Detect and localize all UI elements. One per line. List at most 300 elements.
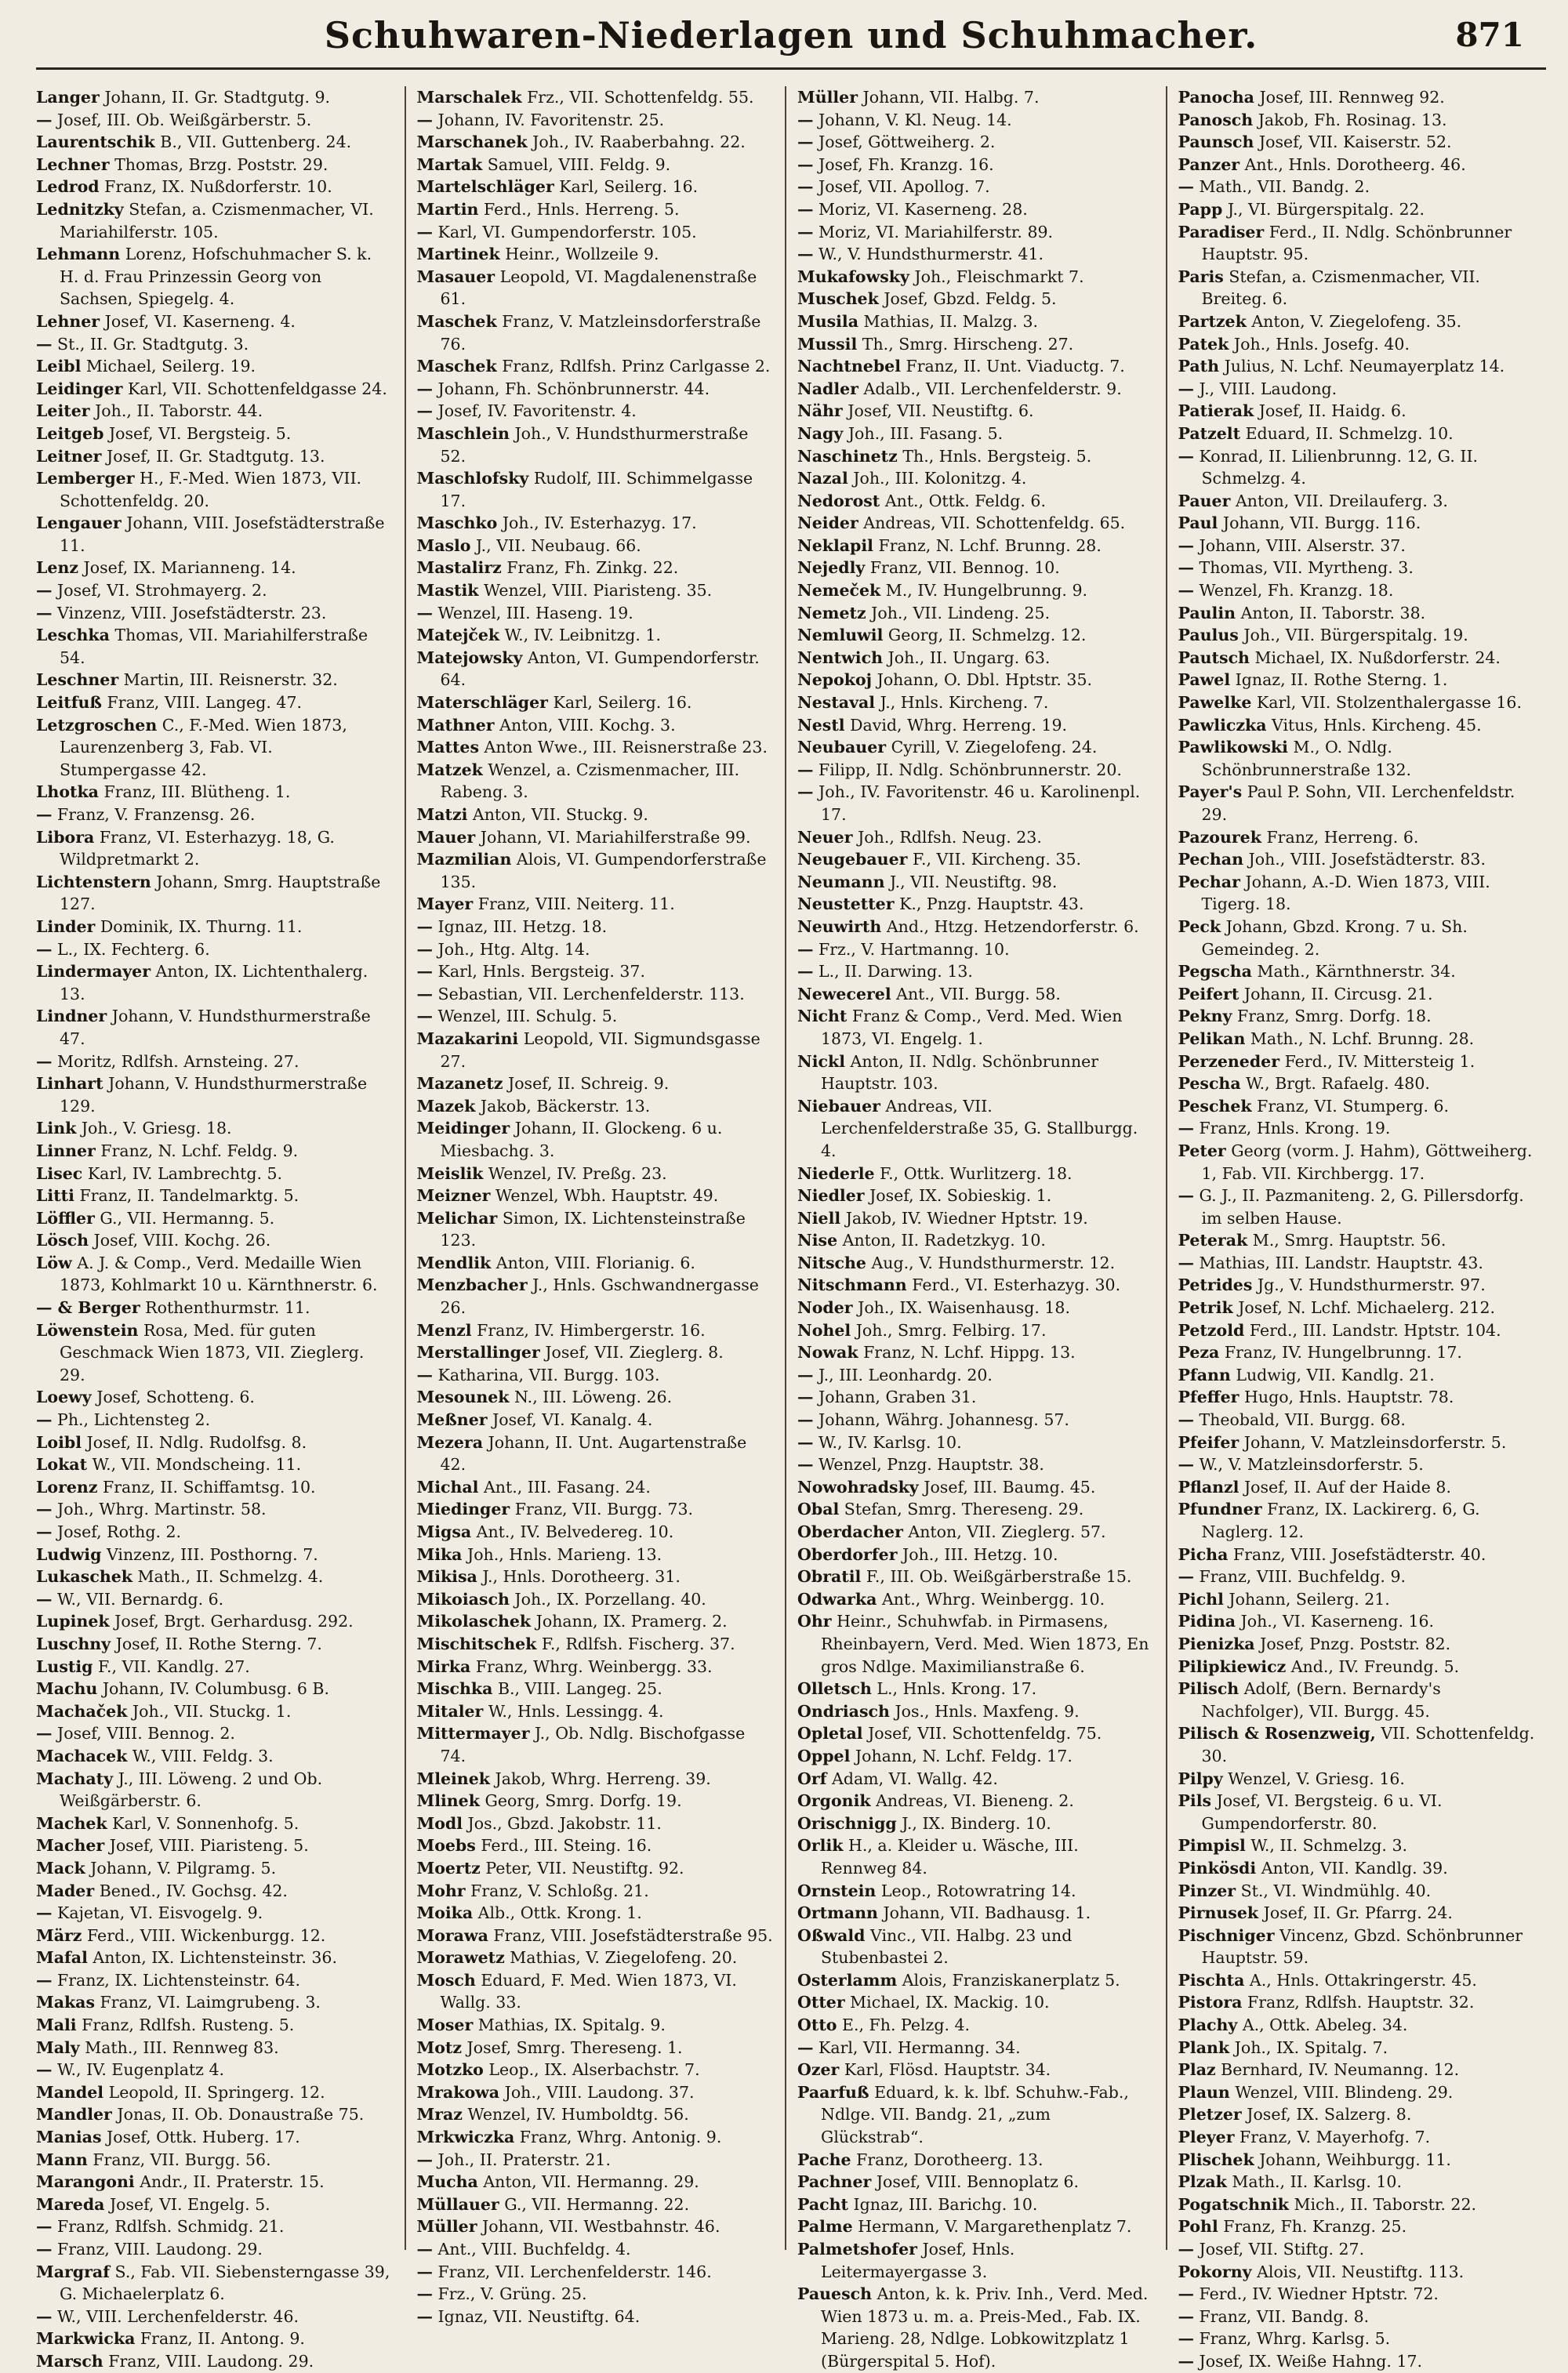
entry-name: Mandel [36,2082,104,2102]
entry-name: Pache [797,2150,851,2169]
directory-entry [417,535,775,557]
entry-name: — [416,916,433,936]
entry-details: Franz, N. Lchf. Hippg. 13. [863,1343,1076,1362]
entry-details: E., Fh. Pelzg. 4. [842,2016,971,2035]
entry-name: Nicht [797,1007,848,1026]
entry-details: Th., Smrg. Hirscheng. 27. [862,334,1074,354]
directory-entry [1178,109,1536,132]
directory-entry [417,2149,775,2172]
entry-name: Plzak [1178,2172,1227,2192]
entry-name: Matzek [416,760,483,779]
directory-entry [797,355,1155,378]
directory-entry [1178,669,1536,691]
entry-details: B., VII. Guttenberg. 24. [160,132,352,152]
entry-name: — [416,1365,433,1384]
entry-name: Martinek [416,245,500,264]
entry-name: Plank [1178,2037,1230,2057]
entry-name: Pawelke [1178,693,1252,713]
entry-details: Mathias, V. Ziegelofeng. 20. [510,1948,738,1968]
entry-details: Dominik, IX. Thurng. 11. [100,916,303,936]
entry-name: Manias [36,2128,102,2147]
entry-name: Petrides [1178,1275,1253,1295]
entry-name: Moser [416,2016,474,2035]
entry-details: Alois, VII. Neustiftg. 113. [1257,2262,1465,2281]
entry-name: — [36,581,53,601]
entry-details: Johann, IX. Pramerg. 2. [535,1612,728,1631]
entry-name: Martin [416,199,479,219]
entry-details: Samuel, VIII. Feldg. 9. [487,154,671,174]
directory-entry [1178,1252,1536,1275]
directory-entry [1178,1991,1536,2014]
directory-entry [1178,1544,1536,1566]
directory-entry [417,1072,775,1095]
entry-details: G., VII. Hermanng. 22. [504,2194,690,2214]
entry-name: Oberdacher [797,1522,903,1541]
entry-name: — [1178,1567,1194,1587]
entry-name: Musila [797,311,858,331]
entry-name: Nohel [797,1320,851,1340]
entry-name: Nazal [797,469,848,488]
entry-details: Joh., Whrg. Martinstr. 58. [57,1500,267,1519]
entry-details: Martin, III. Reisnerstr. 32. [123,670,338,690]
directory-entry [1178,1790,1536,1834]
directory-entry [1178,333,1536,356]
entry-details: L., Hnls. Krong. 17. [877,1679,1037,1699]
entry-details: Josef, IV. Favoritenstr. 4. [437,401,637,421]
entry-name: Pinzer [1178,1881,1236,1900]
directory-entry [36,378,394,401]
directory-entry [417,2103,775,2126]
entry-name: Nitschmann [797,1275,907,1295]
entry-details: Julius, N. Lchf. Neumayerplatz 14. [1224,357,1505,376]
entry-name: Meßner [416,1410,488,1430]
directory-entry [417,1880,775,1903]
entry-name: — & Berger [36,1298,140,1318]
directory-entry [797,1700,1155,1723]
entry-details: Ignaz, VII. Neustiftg. 64. [437,2306,641,2326]
entry-name: Peter [1178,1141,1226,1160]
entry-name: — [797,132,814,152]
directory-entry [36,714,394,782]
entry-name: — [416,2284,433,2304]
entry-details: Josef, VI. Bergsteig. 5. [108,423,292,443]
entry-name: Nachtnebel [797,357,901,376]
entry-name: Leitner [36,446,102,466]
entry-details: Franz, Whrg. Antonig. 9. [519,2128,722,2147]
entry-details: J., Ob. Ndlg. Bischofgasse 74. [440,1724,746,1765]
entry-details: J., VI. Bürgerspitalg. 22. [1227,199,1425,219]
entry-details: Anton, II. Radetzkyg. 10. [842,1231,1046,1250]
directory-entry [797,1969,1155,1992]
directory-entry [417,1588,775,1611]
directory-entry [1178,2328,1536,2350]
entry-details: Michael, IX. Nußdorferstr. 24. [1254,648,1501,667]
entry-name: Motzko [416,2060,484,2080]
directory-entry [36,1678,394,1700]
directory-entry [417,1947,775,1969]
entry-name: Partzek [1178,311,1247,331]
entry-details: Franz, VIII. Laudong. 29. [108,2351,314,2371]
directory-entry [36,1319,394,1387]
entry-name: Peck [1178,916,1221,936]
directory-entry [1178,131,1536,154]
directory-entry [36,1140,394,1163]
entry-details: Johann, VII. Westbahnstr. 46. [482,2217,720,2237]
entry-name: Paris [1178,267,1224,286]
entry-name: — [797,2037,814,2057]
entry-details: Paul P. Sohn, VII. Lerchenfeldstr. 29. [1201,782,1515,824]
entry-name: Matejowsky [416,648,523,667]
directory-entry [36,2037,394,2059]
directory-entry [417,355,775,378]
entry-details: Math., III. Rennweg 83. [85,2037,279,2057]
entry-details: Karl, VII. Hermanng. 34. [818,2037,1021,2057]
entry-details: Franz, VII. Bennog. 10. [869,558,1060,578]
entry-name: Müller [797,88,858,107]
entry-name: — [36,1500,53,1519]
entry-details: Jos., Hnls. Maxfeng. 9. [895,1701,1080,1721]
entry-name: Müllauer [416,2194,499,2214]
directory-entry [797,1476,1155,1499]
entry-name: — [797,154,814,174]
directory-entry [1178,1880,1536,1903]
entry-name: Lenz [36,558,79,578]
entry-name: Masauer [416,267,495,286]
entry-details: Joh., IV. Esterhazyg. 17. [502,513,697,533]
directory-entry [797,2014,1155,2037]
entry-name: — [36,939,53,959]
entry-details: W., V. Hundsthurmerstr. 41. [818,245,1044,264]
entry-details: Karl, VII. Stolzenthalergasse 16. [1256,693,1522,713]
entry-name: Ortmann [797,1903,878,1923]
entry-name: Nowak [797,1343,858,1362]
entry-name: Leiter [36,401,90,421]
entry-details: Josef, IX. Salzerg. 8. [1247,2105,1412,2124]
directory-entry [1178,1610,1536,1633]
directory-entry [797,714,1155,737]
directory-entry [1178,1453,1536,1476]
entry-name: Ornstein [797,1881,877,1900]
directory-entry [1178,2238,1536,2261]
directory-entry [36,1431,394,1454]
entry-details: Ludwig, VII. Kandlg. 21. [1236,1365,1435,1384]
directory-entry [797,445,1155,468]
directory-entry [797,1163,1155,1185]
directory-entry [36,2149,394,2172]
entry-details: Stefan, a. Czismenmacher, VI. Mariahilferstr. 105. [60,199,374,241]
entry-details: Josef, VII. Neustiftg. 6. [848,401,1034,421]
entry-details: Ant., Ottk. Feldg. 6. [884,491,1046,510]
entry-details: Thomas, VII. Myrtheng. 3. [1199,558,1414,578]
entry-details: Josef, VI. Kaserneng. 4. [104,311,296,331]
directory-entry [417,1207,775,1252]
entry-name: Moika [416,1903,474,1923]
entry-name: Mrakowa [416,2082,500,2102]
directory-entry [1178,2059,1536,2081]
directory-entry [36,176,394,198]
entry-name: Pekny [1178,1007,1232,1026]
entry-details: G., VII. Hermanng. 5. [100,1208,275,1228]
entry-details: Eduard, II. Schmelzg. 10. [1245,423,1454,443]
entry-details: Anton, VII. Dreilauferg. 3. [1235,491,1448,510]
entry-name: Pilisch [1178,1679,1240,1699]
entry-details: Lorenz, Hofschuhmacher S. k. H. d. Frau Prinzessin Georg von Sachsen, Spiegelg. 4. [60,245,372,309]
entry-name: Mittermayer [416,1724,530,1743]
directory-entry [417,624,775,647]
directory-entry [36,1163,394,1185]
entry-details: Karl, Flösd. Hauptstr. 34. [844,2060,1051,2080]
directory-entry [417,1610,775,1633]
entry-name: Orischnigg [797,1813,897,1833]
directory-entry [36,691,394,714]
directory-entry [36,1005,394,1050]
directory-entry [797,423,1155,445]
entry-name: — [1178,446,1194,466]
directory-entry [1178,1005,1536,1028]
entry-details: Cyrill, V. Ziegelofeng. 24. [891,738,1098,757]
directory-entry [1178,983,1536,1006]
entry-name: Obratil [797,1567,862,1587]
entry-details: Franz, V. Mayerhofg. 7. [1240,2128,1431,2147]
entry-details: Josef, VII. Zieglerg. 8. [545,1343,724,1362]
entry-details: Ant., Hnls. Dorotheerg. 46. [1244,154,1466,174]
entry-details: C., F.-Med. Wien 1873, Laurenzenberg 3, Fab. VI. Stumpergasse 42. [60,715,347,779]
entry-details: Moriz, VI. Kaserneng. 28. [818,199,1028,219]
entry-name: Paulus [1178,626,1239,645]
directory-entry [797,2238,1155,2283]
entry-name: — [36,805,53,824]
entry-details: Jg., V. Hundsthurmerstr. 97. [1257,1275,1486,1295]
entry-details: M., IV. Hungelbrunng. 9. [885,581,1088,601]
entry-name: Loibl [36,1432,82,1452]
entry-details: Franz, II. Unt. Viaductg. 7. [906,357,1125,376]
entry-name: — [416,2306,433,2326]
entry-name: — [36,110,53,129]
entry-name: Lösch [36,1231,89,1250]
entry-name: Niederle [797,1163,875,1183]
entry-details: Joh., V. Griesg. 18. [81,1119,232,1138]
entry-details: J., Hnls. Dorotheerg. 31. [482,1567,681,1587]
entry-name: Mlinek [416,1791,480,1811]
entry-details: W., IV. Karlsg. 10. [818,1432,962,1452]
entry-details: Karl, Seilerg. 16. [559,177,699,197]
entry-details: N., III. Löweng. 26. [514,1388,673,1407]
directory-entry [797,2283,1155,2372]
entry-name: Pfann [1178,1365,1231,1384]
column-2 [405,86,786,2326]
entry-details: Anton, II. Taborstr. 38. [1240,603,1426,622]
entry-name: Lechner [36,154,110,174]
directory-entry [1178,2081,1536,2104]
entry-details: Franz & Comp., Verd. Med. Wien 1873, VI. Engelg. 1. [821,1007,1123,1048]
directory-entry [1178,647,1536,669]
directory-entry [417,848,775,893]
directory-entry [797,1521,1155,1544]
entry-details: Stefan, Smrg. Thereseng. 29. [844,1500,1084,1519]
entry-details: Jakob, Whrg. Herreng. 39. [495,1769,711,1788]
entry-name: Pawlikowski [1178,738,1288,757]
entry-details: Mathias, IX. Spitalg. 9. [477,2016,666,2035]
entry-name: Pischniger [1178,1925,1275,1945]
directory-entry [417,1700,775,1723]
entry-details: Josef, III. Ob. Weißgärberstr. 5. [57,110,312,129]
entry-details: Josef, Gbzd. Feldg. 5. [884,289,1057,309]
directory-entry [1178,2149,1536,2172]
directory-entry [797,871,1155,894]
directory-entry [1178,154,1536,176]
entry-details: Josef, VII. Stiftg. 27. [1199,2240,1365,2259]
entry-details: Joh., II. Ungarg. 63. [887,648,1051,667]
entry-name: Machu [36,1679,98,1699]
entry-details: Leop., IX. Alserbachstr. 7. [488,2060,700,2080]
entry-name: Maschek [416,311,497,331]
entry-details: B., VIII. Langeg. 25. [497,1679,662,1699]
entry-name: Litti [36,1186,74,1206]
directory-entry [417,2171,775,2193]
entry-name: Mraz [416,2105,463,2124]
directory-entry [1178,1409,1536,1431]
entry-name: Pinkösdi [1178,1858,1257,1878]
entry-details: Franz, VIII. Neiterg. 11. [477,894,675,914]
entry-name: — [36,603,53,622]
entry-details: Josef, II. Schreig. 9. [508,1074,670,1094]
directory-entry [417,1386,775,1409]
entry-name: — [416,2262,433,2281]
entry-name: — [416,222,433,241]
column-4 [1166,86,1547,2371]
directory-entry [1178,557,1536,579]
entry-details: Ant., III. Fasang. 24. [483,1477,651,1497]
entry-name: Mann [36,2150,88,2169]
directory-entry [1178,310,1536,333]
entry-details: Rudolf, III. Schimmelgasse 17. [440,469,753,510]
entry-name: Panocha [1178,88,1254,107]
directory-entry [417,310,775,355]
entry-details: Anton, VII. Hermanng. 29. [483,2172,699,2192]
directory-entry [797,1185,1155,1207]
entry-name: Patzelt [1178,423,1241,443]
entry-name: Leitfuß [36,693,103,713]
entry-name: Margraf [36,2262,111,2281]
directory-entry [417,243,775,266]
entry-name: Neugebauer [797,850,908,869]
entry-details: Theobald, VII. Burgg. 68. [1199,1410,1406,1430]
directory-entry [417,1117,775,1162]
entry-details: Karl, VII. Schottenfeldgasse 24. [127,379,387,398]
directory-entry [36,1902,394,1925]
entry-details: Joh., III. Hetzg. 10. [902,1544,1058,1564]
directory-entry [417,1274,775,1319]
entry-name: Mucha [416,2172,478,2192]
entry-name: Müller [416,2217,477,2237]
entry-details: Franz, VIII. Laudong. 29. [57,2240,263,2259]
directory-entry [797,1880,1155,1903]
entry-details: W., Hnls. Lessingg. 4. [488,1701,664,1721]
directory-entry [1178,2193,1536,2216]
directory-entry [417,804,775,826]
entry-details: Wenzel, III. Haseng. 19. [437,603,633,622]
entry-name: Mastik [416,581,479,601]
directory-entry [417,1678,775,1700]
entry-name: Leidinger [36,379,123,398]
entry-details: Wenzel, VIII. Blindeng. 29. [1235,2082,1454,2102]
entry-details: Johann, Smrg. Hauptstraße 127. [60,872,381,914]
directory-entry [417,602,775,625]
entry-name: Mirka [416,1656,471,1676]
entry-name: Löw [36,1253,72,1272]
entry-name: Mastalirz [416,558,502,578]
directory-entry [36,1297,394,1319]
directory-entry [36,400,394,423]
entry-name: — [36,1903,53,1923]
directory-entry [36,355,394,378]
directory-entry [36,2328,394,2350]
directory-entry [417,1252,775,1275]
entry-details: Joh., VIII. Josefstädterstr. 83. [1248,850,1486,869]
entry-name: Leschka [36,626,110,645]
entry-name: — [797,1432,814,1452]
entry-name: — [416,2240,433,2259]
entry-name: Löffler [36,1208,95,1228]
directory-entry [36,938,394,961]
directory-entry [797,669,1155,691]
entry-name: — [1178,535,1194,555]
directory-entry [36,781,394,804]
entry-details: Math., Kärnthnerstr. 34. [1257,962,1456,981]
entry-name: — [36,1051,53,1071]
entry-name: Mazakarini [416,1029,519,1048]
entry-name: Pauesch [797,2284,873,2304]
entry-name: Lednitzky [36,199,124,219]
directory-entry [417,647,775,691]
entry-details: Franz, IX. Nußdorferstr. 10. [104,177,332,197]
directory-entry [36,2238,394,2261]
directory-entry [797,2149,1155,2172]
directory-entry [417,1319,775,1342]
entry-name: Pfeffer [1178,1388,1240,1407]
entry-details: Franz, VIII. Langeg. 47. [107,693,303,713]
entry-name: Maschko [416,513,498,533]
entry-details: Franz, IX. Lichtensteinstr. 64. [57,1970,301,1990]
directory-entry [1178,1768,1536,1791]
entry-name: Mosch [416,1970,476,1990]
entry-name: — [797,782,814,802]
entry-details: Anton, II. Ndlg. Schönbrunner Hauptstr. 103. [821,1051,1099,1094]
entry-details: Franz, Rdlfsh. Hauptstr. 32. [1247,1993,1475,2012]
directory-entry [1178,535,1536,557]
entry-name: Mack [36,1858,85,1878]
directory-entry [797,1319,1155,1342]
entry-name: Leitgeb [36,423,104,443]
directory-entry [417,1566,775,1588]
directory-entry [417,423,775,467]
directory-entry [417,759,775,804]
entry-name: Pautsch [1178,648,1250,667]
directory-entry [797,2081,1155,2149]
entry-details: Anton, VII. Kandlg. 39. [1261,1858,1448,1878]
entry-name: — [416,401,433,421]
entry-name: Nowohradsky [797,1477,919,1497]
directory-entry [797,535,1155,557]
directory-entry [1178,1566,1536,1588]
entry-name: Pidina [1178,1612,1236,1631]
directory-entry [36,445,394,468]
entry-name: — [416,1007,433,1026]
entry-name: Libora [36,827,95,847]
entry-name: Nitsche [797,1253,866,1272]
entry-details: Josef, Schotteng. 6. [96,1388,255,1407]
entry-details: Johann, VI. Mariahilferstraße 99. [480,827,751,847]
